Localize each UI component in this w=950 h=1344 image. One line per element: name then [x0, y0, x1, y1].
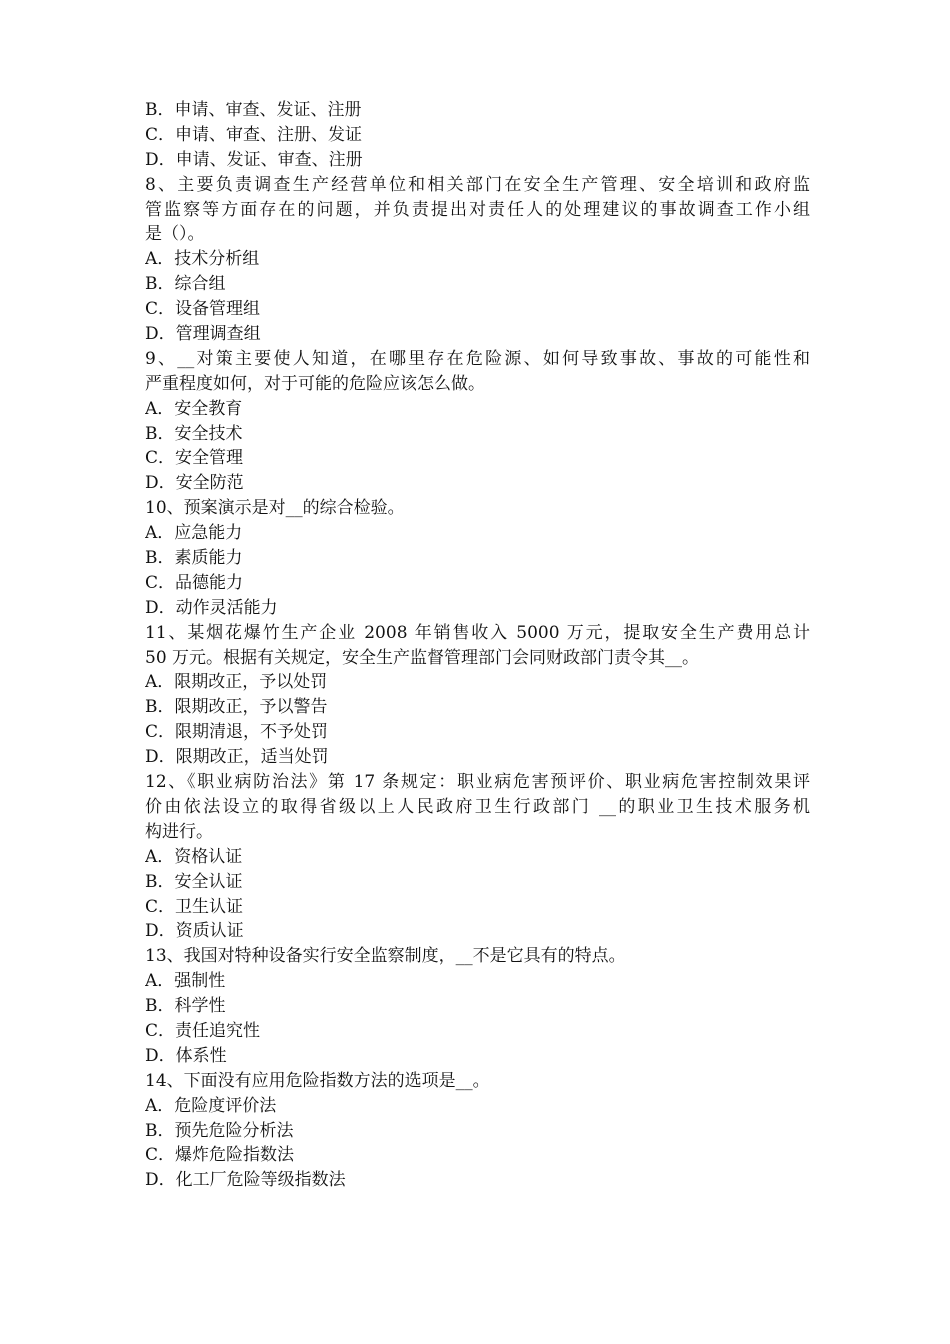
option-line: C．责任追究性 [145, 1020, 261, 1041]
option-line: D．限期改正，适当处罚 [145, 747, 329, 768]
option-line: A．强制性 [145, 971, 226, 992]
option-line: A．危险度评价法 [145, 1095, 277, 1116]
option-line: B．素质能力 [145, 548, 243, 569]
option-line: B．综合组 [145, 274, 226, 295]
option-line: A．技术分析组 [145, 249, 260, 270]
option-line: B．限期改正，予以警告 [145, 697, 328, 718]
option-line: D．体系性 [145, 1045, 227, 1066]
option-line: C．限期清退，不予处罚 [145, 722, 329, 743]
option-line: A．资格认证 [145, 846, 243, 867]
question-stem-line: 是（）。 [145, 224, 205, 245]
option-line: D．申请、发证、审查、注册 [145, 149, 363, 170]
question-stem-line: 管监察等方面存在的问题，并负责提出对责任人的处理建议的事故调查工作小组 [145, 199, 810, 220]
question-14 [145, 1069, 810, 1193]
option-line: B．安全认证 [145, 871, 243, 892]
option-line: C．申请、审查、注册、发证 [145, 124, 363, 145]
question-10 [145, 496, 810, 620]
option-line: B．申请、审查、发证、注册 [145, 100, 362, 120]
question-stem-line: 9、__对策主要使人知道，在哪里存在危险源、如何导致事故、事故的可能性和 [145, 348, 810, 369]
question-stem-line: 14、下面没有应用危险指数方法的选项是__。 [145, 1070, 490, 1091]
question-stem-line: 8、主要负责调查生产经营单位和相关部门在安全生产管理、安全培训和政府监 [145, 174, 810, 195]
option-line: D．安全防范 [145, 473, 244, 494]
question-stem-line: 12、《职业病防治法》第 17 条规定：职业病危害预评价、职业病危害控制效果评 [145, 772, 810, 793]
option-line: A．限期改正，予以处罚 [145, 672, 328, 693]
option-line: B．科学性 [145, 996, 226, 1017]
option-line: B．预先危险分析法 [145, 1120, 294, 1141]
question-stem-line: 13、我国对特种设备实行安全监察制度，__不是它具有的特点。 [145, 946, 626, 967]
option-line: C．品德能力 [145, 572, 244, 593]
option-line: B．安全技术 [145, 423, 243, 444]
option-line: D．化工厂危险等级指数法 [145, 1170, 346, 1191]
option-line: C．爆炸危险指数法 [145, 1145, 295, 1166]
question-11 [145, 621, 810, 770]
question-12 [145, 770, 810, 944]
option-line: D．资质认证 [145, 921, 244, 942]
continuation-options [145, 98, 810, 173]
option-line: C．安全管理 [145, 448, 244, 469]
option-line: C．设备管理组 [145, 299, 261, 320]
option-line: A．安全教育 [145, 398, 243, 419]
question-stem-line: 50 万元。根据有关规定，安全生产监督管理部门会同财政部门责令其__。 [145, 647, 700, 668]
option-line: D．管理调查组 [145, 324, 261, 345]
question-9 [145, 347, 810, 496]
document-page [145, 98, 810, 1193]
question-13 [145, 944, 810, 1068]
question-8 [145, 173, 810, 347]
question-stem-line: 10、预案演示是对__的综合检验。 [145, 498, 405, 519]
question-stem-line: 构进行。 [145, 821, 213, 842]
question-stem-line: 价由依法设立的取得省级以上人民政府卫生行政部门 __的职业卫生技术服务机 [145, 796, 810, 817]
option-line: D．动作灵活能力 [145, 597, 278, 618]
option-line: A．应急能力 [145, 523, 243, 544]
option-line: C．卫生认证 [145, 896, 244, 917]
question-stem-line: 11、某烟花爆竹生产企业 2008 年销售收入 5000 万元，提取安全生产费用总计 [145, 622, 810, 643]
question-stem-line: 严重程度如何，对于可能的危险应该怎么做。 [145, 373, 485, 394]
